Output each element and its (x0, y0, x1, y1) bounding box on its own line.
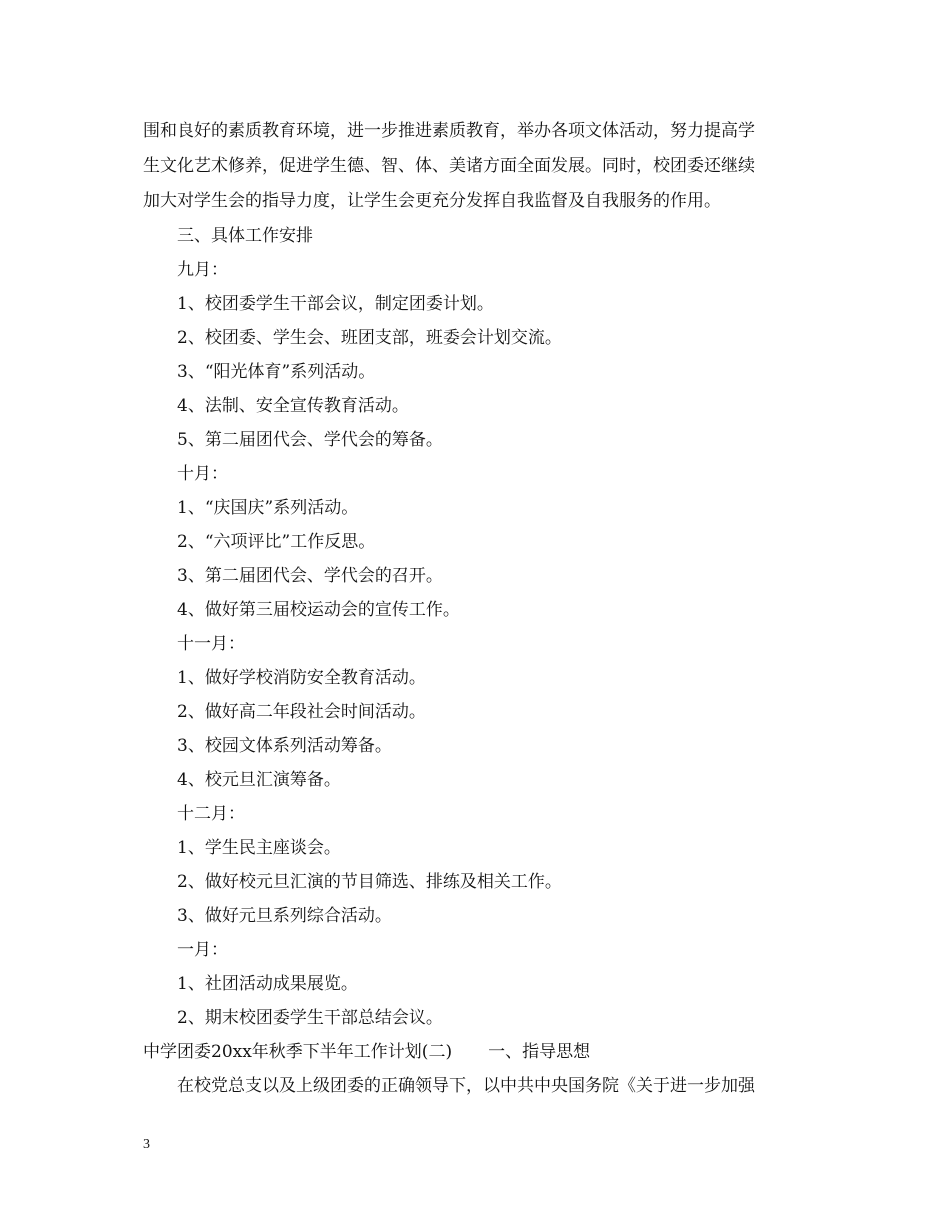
list-item: 3、第二届团代会、学代会的召开。 (177, 566, 443, 586)
list-item: 2、做好校元旦汇演的节目筛选、排练及相关工作。 (177, 872, 562, 892)
list-item: 2、做好高二年段社会时间活动。 (177, 702, 426, 722)
list-item: 1、“庆国庆”系列活动。 (177, 498, 359, 518)
list-item: 1、学生民主座谈会。 (177, 838, 341, 858)
list-item: 3、“阳光体育”系列活动。 (177, 362, 376, 382)
next-section-heading: 一、指导思想 (488, 1042, 591, 1062)
month-title-october: 十月： (177, 464, 228, 484)
next-section-header (143, 1041, 590, 1063)
list-item: 2、校团委、学生会、班团支部，班委会计划交流。 (177, 328, 562, 348)
list-item: 4、法制、安全宣传教育活动。 (177, 396, 409, 416)
next-paragraph-line: 在校党总支以及上级团委的正确领导下，以中共中央国务院《关于进一步加强 (177, 1076, 755, 1096)
list-item: 4、做好第三届校运动会的宣传工作。 (177, 600, 460, 620)
paragraph-line: 加大对学生会的指导力度，让学生会更充分发挥自我监督及自我服务的作用。 (143, 191, 721, 211)
section-heading: 三、具体工作安排 (177, 226, 313, 246)
list-item: 5、第二届团代会、学代会的筹备。 (177, 430, 443, 450)
month-title-december: 十二月： (177, 804, 245, 824)
month-title-january: 一月： (177, 940, 228, 960)
paragraph-line: 围和良好的素质教育环境，进一步推进素质教育，举办各项文体活动，努力提高学 (143, 121, 755, 141)
month-title-september: 九月： (177, 260, 228, 280)
next-document-title: 中学团委20xx年秋季下半年工作计划(二) (143, 1042, 453, 1062)
list-item: 4、校元旦汇演筹备。 (177, 770, 341, 790)
page-number: 3 (143, 1137, 150, 1152)
list-item: 1、社团活动成果展览。 (177, 974, 358, 994)
list-item: 1、做好学校消防安全教育活动。 (177, 668, 426, 688)
list-item: 3、校园文体系列活动筹备。 (177, 736, 392, 756)
list-item: 1、校团委学生干部会议，制定团委计划。 (177, 294, 494, 314)
list-item: 2、期末校团委学生干部总结会议。 (177, 1008, 443, 1028)
list-item: 2、“六项评比”工作反思。 (177, 532, 376, 552)
list-item: 3、做好元旦系列综合活动。 (177, 906, 392, 926)
paragraph-line: 生文化艺术修养，促进学生德、智、体、美诸方面全面发展。同时，校团委还继续 (143, 156, 755, 176)
month-title-november: 十一月： (177, 634, 245, 654)
